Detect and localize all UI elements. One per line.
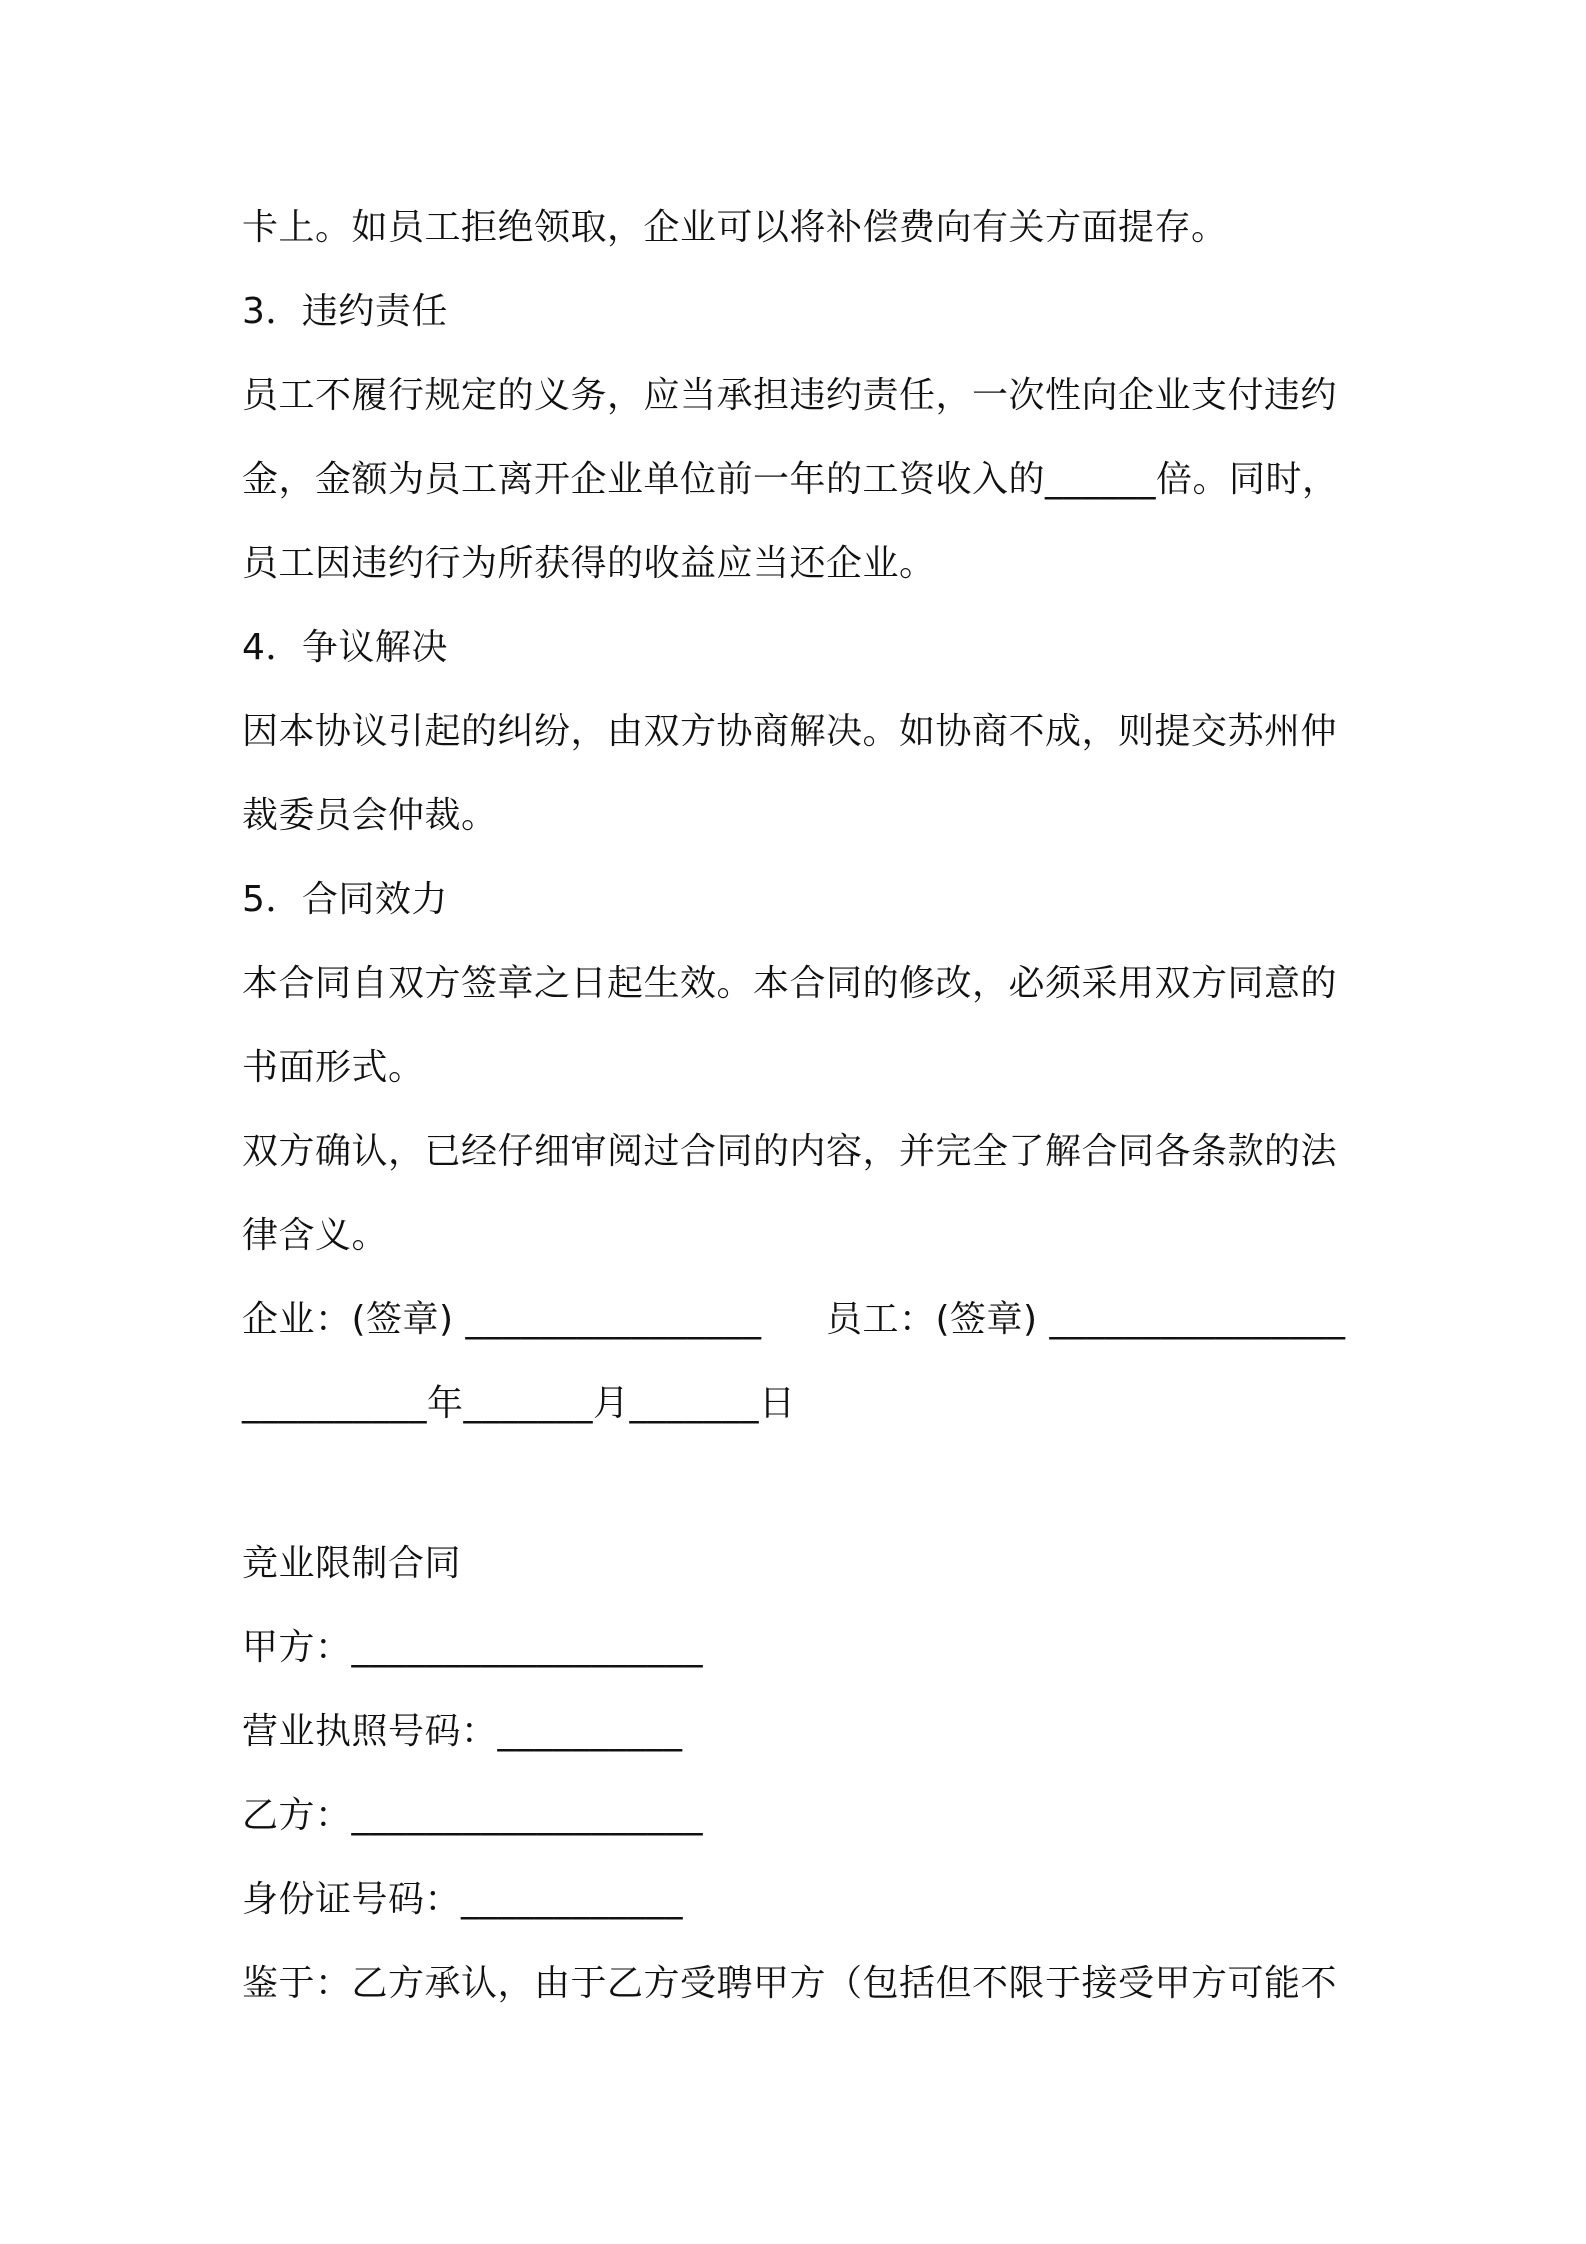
paragraph-line: 本合同自双方签章之日起生效。本合同的修改，必须采用双方同意的 xyxy=(242,963,1338,1004)
employee-signature-line: 员工：(签章) ________________ xyxy=(826,1299,1346,1340)
party-a-line: 甲方：___________________ xyxy=(242,1627,704,1668)
business-license-line: 营业执照号码：__________ xyxy=(242,1711,683,1752)
section-heading-breach: 3．违约责任 xyxy=(242,291,448,332)
company-signature-line: 企业：(签章) ________________ xyxy=(242,1299,762,1340)
second-contract-title: 竞业限制合同 xyxy=(242,1543,462,1584)
section-heading-dispute: 4．争议解决 xyxy=(242,627,448,668)
paragraph-line: 裁委员会仲裁。 xyxy=(242,795,498,836)
paragraph-line: 员工不履行规定的义务，应当承担违约责任，一次性向企业支付违约 xyxy=(242,375,1338,416)
paragraph-line: 因本协议引起的纠纷，由双方协商解决。如协商不成，则提交苏州仲 xyxy=(242,711,1338,752)
paragraph-line: 卡上。如员工拒绝领取，企业可以将补偿费向有关方面提存。 xyxy=(242,207,1228,248)
date-line: __________年_______月_______日 xyxy=(242,1383,796,1424)
section-heading-validity: 5．合同效力 xyxy=(242,879,448,920)
paragraph-line: 员工因违约行为所获得的收益应当还企业。 xyxy=(242,543,936,584)
paragraph-line: 书面形式。 xyxy=(242,1047,425,1088)
paragraph-line: 律含义。 xyxy=(242,1215,389,1256)
party-b-line: 乙方：___________________ xyxy=(242,1795,704,1836)
paragraph-line: 双方确认，已经仔细审阅过合同的内容，并完全了解合同各条款的法 xyxy=(242,1131,1338,1172)
whereas-line: 鉴于：乙方承认，由于乙方受聘甲方（包括但不限于接受甲方可能不 xyxy=(242,1963,1338,2004)
paragraph-line: 金，金额为员工离开企业单位前一年的工资收入的______倍。同时， xyxy=(242,459,1339,500)
id-number-line: 身份证号码：____________ xyxy=(242,1879,684,1920)
